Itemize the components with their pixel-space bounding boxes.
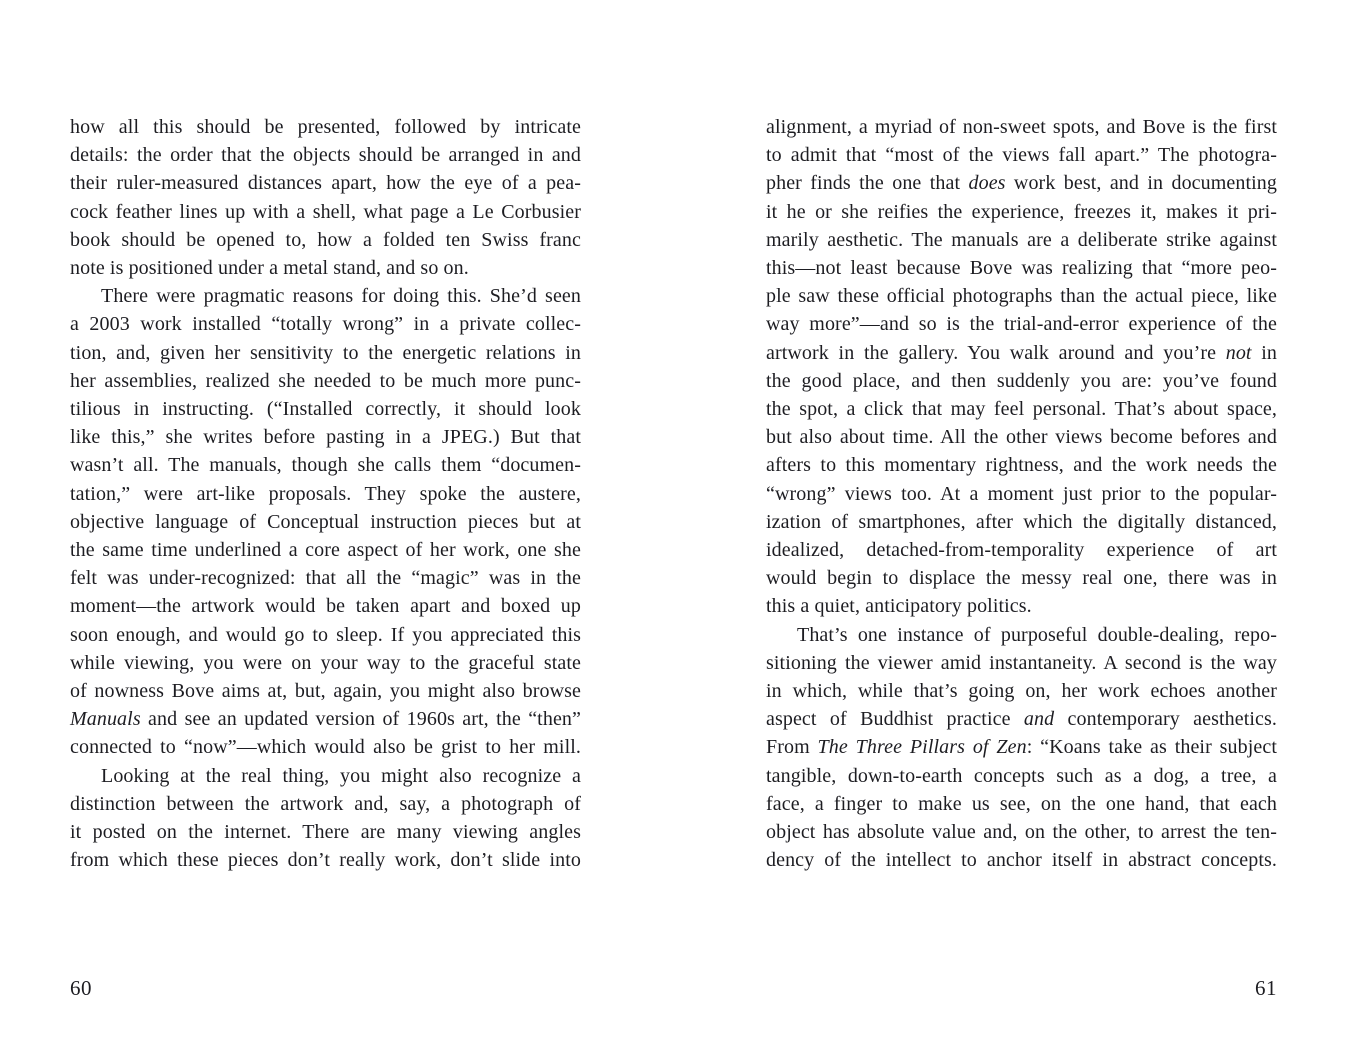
text-line: to admit that “most of the views fall apart.” The photogra- (766, 144, 1277, 167)
text-line: objective language of Conceptual instruction pieces but at (70, 510, 581, 533)
text-line: tion, and, given her sensitivity to the energetic relations in (70, 341, 581, 364)
page-61-text (766, 113, 1277, 874)
text-line: but also about time. All the other views become befores and (766, 426, 1277, 449)
text-line: soon enough, and would go to sleep. If you appreciated this (70, 623, 581, 646)
text-line: tation,” were art-like proposals. They spoke the austere, (70, 482, 581, 505)
page-number-60: 60 (70, 976, 92, 1000)
text-line: distinction between the artwork and, say, a photograph of (70, 792, 581, 815)
text-line: of nowness Bove aims at, but, again, you might also browse (70, 680, 581, 703)
text-line: book should be opened to, how a folded ten Swiss franc (70, 228, 581, 251)
text-line: would begin to displace the messy real one, there was in (766, 567, 1277, 590)
text-line: like this,” she writes before pasting in a JPEG.) But that (70, 426, 581, 449)
text-line: “wrong” views too. At a moment just prior to the popular- (766, 482, 1277, 505)
text-line: dency of the intellect to anchor itself in abstract concepts. (766, 849, 1277, 872)
text-line: ization of smartphones, after which the digitally distanced, (766, 510, 1277, 533)
text-line: There were pragmatic reasons for doing this. She’d seen (101, 285, 581, 308)
text-line: a 2003 work installed “totally wrong” in a private collec- (70, 313, 581, 336)
text-line: this—not least because Bove was realizing that “more peo- (766, 257, 1277, 280)
text-line: tilious in instructing. (“Installed correctly, it should look (70, 398, 581, 421)
text-line: sitioning the viewer amid instantaneity. A second is the way (766, 651, 1277, 674)
text-line: pher finds the one that does work best, and in documenting (766, 172, 1277, 195)
text-line: way more”—and so is the trial-and-error experience of the (766, 313, 1277, 336)
text-line: alignment, a myriad of non-sweet spots, and Bove is the first (766, 116, 1277, 138)
text-line: the spot, a click that may feel personal. That’s about space, (766, 398, 1277, 421)
text-line: their ruler-measured distances apart, how the eye of a pea- (70, 172, 581, 195)
text-line: moment—the artwork would be taken apart and boxed up (70, 595, 581, 618)
text-line: it posted on the internet. There are many viewing angles (70, 821, 581, 844)
text-line: ple saw these official photographs than the actual piece, like (766, 285, 1277, 308)
page-right (673, 0, 1346, 1045)
text-line: note is positioned under a metal stand, and so on. (70, 257, 469, 280)
text-line: felt was under-recognized: that all the “magic” was in the (70, 567, 581, 590)
text-line: artwork in the gallery. You walk around and you’re not in (766, 341, 1278, 364)
text-line: it he or she reifies the experience, freezes it, makes it pri- (766, 200, 1277, 223)
text-line: how all this should be presented, followed by intricate (70, 116, 581, 138)
text-line: Manuals and see an updated version of 1960s art, the “then” (70, 708, 581, 731)
text-line: That’s one instance of purposeful double-dealing, repo- (797, 623, 1277, 646)
text-line: details: the order that the objects should be arranged in and (70, 144, 581, 167)
text-line: her assemblies, realized she needed to be much more punc- (70, 369, 581, 392)
text-line: the same time underlined a core aspect of her work, one she (70, 539, 581, 562)
text-line: object has absolute value and, on the other, to arrest the ten- (766, 821, 1277, 844)
text-line: Looking at the real thing, you might also recognize a (101, 764, 581, 787)
text-line: aspect of Buddhist practice and contemporary aesthetics. (766, 708, 1278, 731)
text-line: the good place, and then suddenly you are: you’ve found (766, 369, 1277, 392)
text-line: face, a finger to make us see, on the one hand, that each (766, 792, 1277, 815)
text-line: from which these pieces don’t really work, don’t slide into (70, 849, 581, 872)
text-line: marily aesthetic. The manuals are a deliberate strike against (766, 228, 1277, 251)
text-line: while viewing, you were on your way to the graceful state (70, 651, 581, 674)
page-60-text (70, 113, 581, 874)
text-line: tangible, down-to-earth concepts such as a dog, a tree, a (766, 764, 1277, 787)
text-line: afters to this momentary rightness, and the work needs the (766, 454, 1277, 477)
text-line: cock feather lines up with a shell, what page a Le Corbusier (70, 200, 581, 223)
text-line: connected to “now”—which would also be grist to her mill. (70, 736, 581, 759)
text-line: From The Three Pillars of Zen: “Koans take as their subject (766, 736, 1278, 759)
text-line: in which, while that’s going on, her work echoes another (766, 680, 1277, 703)
text-line: this a quiet, anticipatory politics. (766, 595, 1032, 618)
text-line: idealized, detached-from-temporality experience of art (766, 539, 1277, 562)
page-number-61: 61 (1255, 976, 1277, 1000)
text-line: wasn’t all. The manuals, though she calls them “documen- (70, 454, 581, 477)
